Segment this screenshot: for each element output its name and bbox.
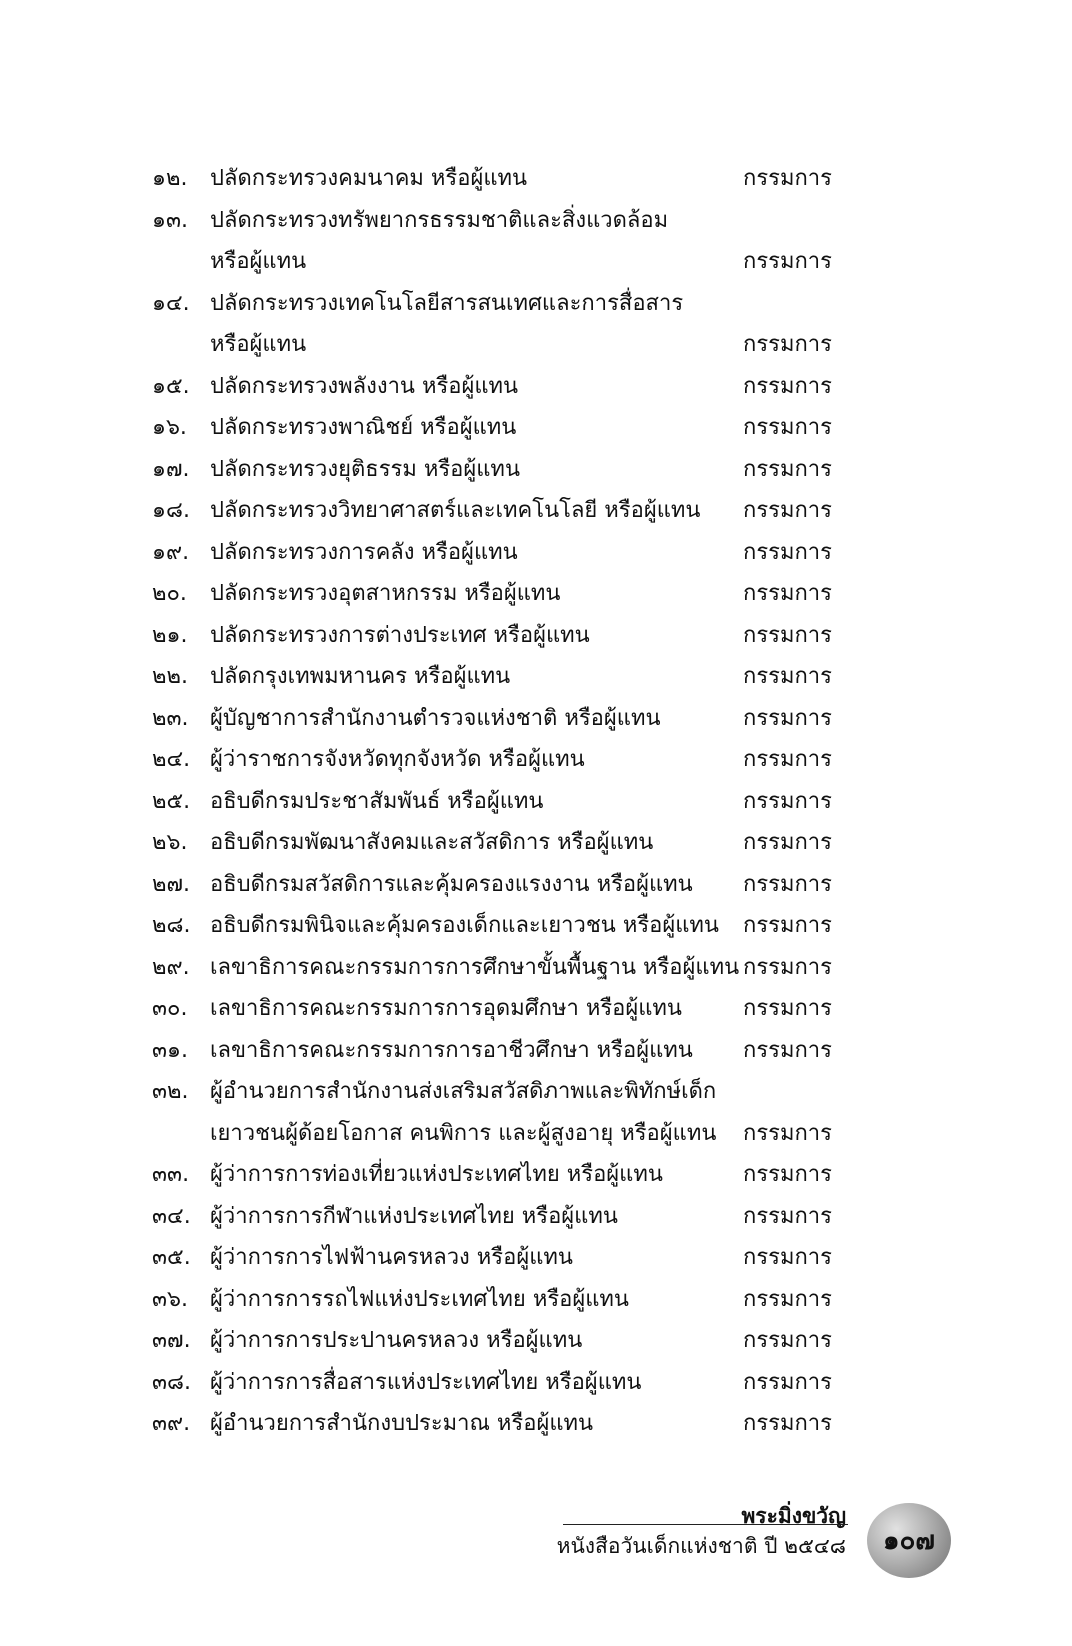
- item-number: ๒๙.: [152, 954, 190, 980]
- item-role: กรรมการ: [743, 664, 832, 689]
- item-role: กรรมการ: [743, 1120, 832, 1146]
- list-item: [0, 822, 1072, 864]
- list-item: [0, 1030, 1072, 1072]
- item-title-line1: ผู้บัญชาการสำนักงานตำรวจแห่งชาติ หรือผู้แทน: [210, 705, 661, 731]
- item-number: ๓๓.: [152, 1162, 190, 1187]
- list-item: [0, 988, 1072, 1030]
- footer-divider: [563, 1524, 848, 1525]
- item-title-line1: ผู้ว่าการการรถไฟแห่งประเทศไทย หรือผู้แทน: [210, 1286, 629, 1312]
- committee-list: [0, 158, 1072, 1445]
- item-role: กรรมการ: [743, 996, 832, 1021]
- item-role: กรรมการ: [743, 332, 832, 357]
- item-number: ๒๐.: [152, 581, 187, 606]
- item-number: ๑๗.: [152, 456, 190, 482]
- item-number: ๑๔.: [152, 290, 190, 316]
- item-title: [210, 1403, 730, 1445]
- item-title-line1: ผู้ว่าการการไฟฟ้านครหลวง หรือผู้แทน: [210, 1245, 573, 1270]
- item-role: กรรมการ: [743, 373, 832, 399]
- item-title-line1: ปลัดกระทรวงวิทยาศาสตร์และเทคโนโลยี หรือผู้แทน: [210, 498, 701, 523]
- item-number: ๓๒.: [152, 1079, 189, 1104]
- item-title-line1: อธิบดีกรมประชาสัมพันธ์ หรือผู้แทน: [210, 788, 544, 814]
- item-title: [210, 200, 730, 283]
- list-item: [0, 407, 1072, 449]
- list-item: [0, 615, 1072, 657]
- item-role: กรรมการ: [743, 1162, 832, 1187]
- item-role: กรรมการ: [743, 1369, 832, 1395]
- list-item: [0, 1154, 1072, 1196]
- item-title: [210, 1279, 730, 1321]
- list-item: [0, 1320, 1072, 1362]
- item-title-line1: ผู้ว่าราชการจังหวัดทุกจังหวัด หรือผู้แทน: [210, 747, 585, 772]
- item-title-line2: หรือผู้แทน: [210, 332, 307, 357]
- item-number: ๒๔.: [152, 747, 191, 772]
- item-title: [210, 1196, 730, 1238]
- list-item: [0, 200, 1072, 283]
- list-item: [0, 1071, 1072, 1154]
- item-role: กรรมการ: [743, 456, 832, 482]
- item-title-line1: ปลัดกระทรวงเทคโนโลยีสารสนเทศและการสื่อสาร: [210, 290, 684, 316]
- item-role: กรรมการ: [743, 1203, 832, 1229]
- item-title-line1: ปลัดกระทรวงการคลัง หรือผู้แทน: [210, 539, 518, 565]
- item-title-line1: ปลัดกระทรวงพาณิชย์ หรือผู้แทน: [210, 415, 517, 440]
- item-title-line1: อธิบดีกรมสวัสดิการและคุ้มครองแรงงาน หรือผู้แทน: [210, 871, 693, 897]
- list-item: [0, 781, 1072, 823]
- item-role: กรรมการ: [743, 1411, 832, 1436]
- item-title-line2: เยาวชนผู้ด้อยโอกาส คนพิการ และผู้สูงอายุ หรือผู้แทน: [210, 1120, 717, 1146]
- item-title: [210, 698, 730, 740]
- item-title-line1: ปลัดกระทรวงอุตสาหกรรม หรือผู้แทน: [210, 581, 561, 606]
- item-title-line1: ปลัดกระทรวงคมนาคม หรือผู้แทน: [210, 166, 528, 191]
- item-role: กรรมการ: [743, 581, 832, 606]
- item-title: [210, 615, 730, 657]
- item-title: [210, 283, 730, 366]
- list-item: [0, 1362, 1072, 1404]
- list-item: [0, 366, 1072, 408]
- item-number: ๓๔.: [152, 1203, 191, 1229]
- item-number: ๑๕.: [152, 373, 190, 399]
- item-title-line2: หรือผู้แทน: [210, 249, 307, 274]
- item-number: ๒๖.: [152, 830, 188, 855]
- list-item: [0, 1403, 1072, 1445]
- item-role: กรรมการ: [743, 954, 832, 980]
- book-subtitle: หนังสือวันเด็กแห่งชาติ ปี ๒๕๔๘: [556, 1534, 846, 1558]
- item-title: [210, 1237, 730, 1279]
- item-title: [210, 490, 730, 532]
- item-title-line1: ผู้ว่าการการประปานครหลวง หรือผู้แทน: [210, 1328, 583, 1353]
- item-title-line1: ผู้อำนวยการสำนักงบประมาณ หรือผู้แทน: [210, 1411, 594, 1436]
- item-role: กรรมการ: [743, 415, 832, 440]
- item-title: [210, 739, 730, 781]
- list-item: [0, 1196, 1072, 1238]
- item-title: [210, 158, 730, 200]
- item-title: [210, 864, 730, 906]
- item-number: ๒๗.: [152, 871, 191, 897]
- item-title: [210, 407, 730, 449]
- item-number: ๑๙.: [152, 539, 190, 565]
- item-title: [210, 905, 730, 947]
- item-role: กรรมการ: [743, 913, 832, 938]
- item-number: ๓๘.: [152, 1369, 192, 1395]
- item-role: กรรมการ: [743, 1328, 832, 1353]
- list-item: [0, 158, 1072, 200]
- list-item: [0, 656, 1072, 698]
- item-number: ๒๘.: [152, 913, 191, 938]
- item-role: กรรมการ: [743, 1245, 832, 1270]
- list-item: [0, 1279, 1072, 1321]
- item-role: กรรมการ: [743, 705, 832, 731]
- item-title: [210, 449, 730, 491]
- item-title-line1: ปลัดกระทรวงพลังงาน หรือผู้แทน: [210, 373, 519, 399]
- page-number-badge: ๑๐๗: [867, 1503, 951, 1578]
- item-title: [210, 366, 730, 408]
- item-role: กรรมการ: [743, 249, 832, 274]
- list-item: [0, 283, 1072, 366]
- item-number: ๓๗.: [152, 1328, 191, 1353]
- item-title-line1: อธิบดีกรมพินิจและคุ้มครองเด็กและเยาวชน หรือผู้แทน: [210, 913, 719, 938]
- item-title: [210, 1154, 730, 1196]
- list-item: [0, 532, 1072, 574]
- item-number: ๓๕.: [152, 1245, 191, 1270]
- item-number: ๑๖.: [152, 415, 187, 440]
- list-item: [0, 905, 1072, 947]
- item-role: กรรมการ: [743, 747, 832, 772]
- list-item: [0, 449, 1072, 491]
- item-title: [210, 781, 730, 823]
- list-item: [0, 947, 1072, 989]
- item-title: [210, 1320, 730, 1362]
- item-title-line1: ผู้ว่าการการสื่อสารแห่งประเทศไทย หรือผู้แทน: [210, 1369, 642, 1395]
- item-role: กรรมการ: [743, 788, 832, 814]
- list-item: [0, 1237, 1072, 1279]
- item-title-line1: เลขาธิการคณะกรรมการการศึกษาขั้นพื้นฐาน หรือผู้แทน: [210, 954, 740, 980]
- item-role: กรรมการ: [743, 166, 832, 191]
- item-role: กรรมการ: [743, 1037, 832, 1063]
- item-title-line1: เลขาธิการคณะกรรมการการอุดมศึกษา หรือผู้แทน: [210, 996, 682, 1021]
- item-role: กรรมการ: [743, 498, 832, 523]
- item-title-line1: ปลัดกระทรวงยุติธรรม หรือผู้แทน: [210, 456, 520, 482]
- item-title: [210, 1030, 730, 1072]
- item-role: กรรมการ: [743, 1286, 832, 1312]
- item-title: [210, 988, 730, 1030]
- item-number: ๑๒.: [152, 166, 188, 191]
- item-number: ๑๓.: [152, 207, 188, 233]
- item-number: ๓๐.: [152, 996, 188, 1021]
- item-title: [210, 573, 730, 615]
- item-title-line1: ผู้ว่าการการกีฬาแห่งประเทศไทย หรือผู้แทน: [210, 1203, 618, 1229]
- book-title: พระมิ่งขวัญ: [741, 1504, 846, 1528]
- item-role: กรรมการ: [743, 871, 832, 897]
- item-number: ๓๙.: [152, 1411, 191, 1436]
- list-item: [0, 490, 1072, 532]
- item-title-line1: ปลัดกรุงเทพมหานคร หรือผู้แทน: [210, 664, 511, 689]
- item-role: กรรมการ: [743, 830, 832, 855]
- item-title: [210, 947, 740, 989]
- item-title-line1: ผู้ว่าการการท่องเที่ยวแห่งประเทศไทย หรือผู้แทน: [210, 1162, 663, 1187]
- item-title: [210, 1362, 730, 1404]
- list-item: [0, 573, 1072, 615]
- list-item: [0, 864, 1072, 906]
- item-title: [210, 822, 730, 864]
- item-number: ๑๘.: [152, 498, 190, 523]
- item-number: ๓๖.: [152, 1286, 188, 1312]
- list-item: [0, 739, 1072, 781]
- item-number: ๓๑.: [152, 1037, 188, 1063]
- item-role: กรรมการ: [743, 622, 832, 648]
- item-title-line1: ปลัดกระทรวงทรัพยากรธรรมชาติและสิ่งแวดล้อม: [210, 207, 669, 233]
- item-number: ๒๕.: [152, 788, 191, 814]
- item-title-line1: อธิบดีกรมพัฒนาสังคมและสวัสดิการ หรือผู้แทน: [210, 830, 654, 855]
- item-number: ๒๑.: [152, 622, 188, 648]
- item-title-line1: ปลัดกระทรวงการต่างประเทศ หรือผู้แทน: [210, 622, 590, 648]
- item-title: [210, 656, 730, 698]
- item-title: [210, 1071, 730, 1154]
- item-number: ๒๒.: [152, 664, 188, 689]
- item-title-line1: ผู้อำนวยการสำนักงานส่งเสริมสวัสดิภาพและพิทักษ์เด็ก: [210, 1079, 717, 1104]
- item-number: ๒๓.: [152, 705, 189, 731]
- item-title-line1: เลขาธิการคณะกรรมการการอาชีวศึกษา หรือผู้แทน: [210, 1037, 693, 1063]
- list-item: [0, 698, 1072, 740]
- item-title: [210, 532, 730, 574]
- item-role: กรรมการ: [743, 539, 832, 565]
